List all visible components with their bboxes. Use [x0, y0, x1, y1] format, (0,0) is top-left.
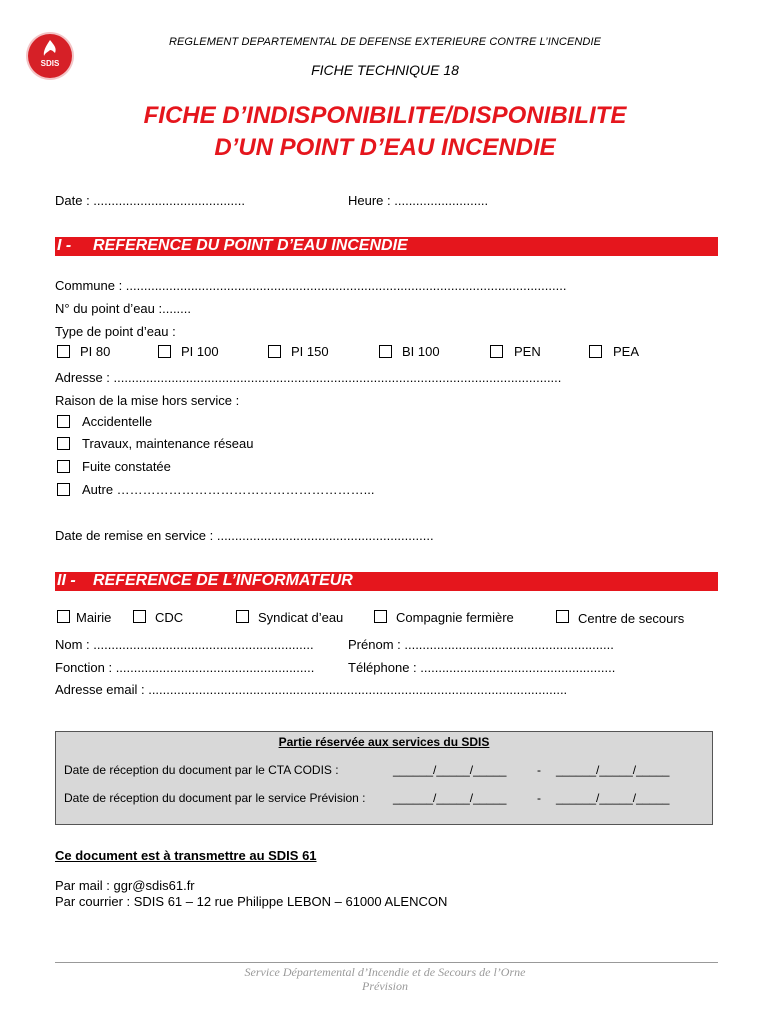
type-label-pi100: PI 100: [181, 344, 219, 359]
reserved-title: Partie réservée aux services du SDIS: [278, 735, 490, 749]
footer-service: Prévision: [362, 979, 408, 993]
date-field[interactable]: Date : ..........................................: [55, 193, 245, 208]
checkbox-syndicat[interactable]: [236, 610, 249, 623]
transmit-mail: Par mail : ggr@sdis61.fr: [55, 878, 195, 893]
reason-travaux: Travaux, maintenance réseau: [82, 436, 254, 451]
section-title: REFERENCE DE L’INFORMATEUR: [93, 572, 353, 589]
section-point-eau-header: [55, 237, 718, 256]
checkbox-fuite[interactable]: [57, 460, 70, 473]
reason-autre-field[interactable]: Autre …………………………………………………...: [82, 482, 375, 497]
firstname-field[interactable]: Prénom : ..........................................................: [348, 637, 614, 652]
section-informateur-header: [55, 572, 718, 591]
transmit-title: Ce document est à transmettre au SDIS 61: [55, 848, 317, 863]
type-label: Type de point d’eau :: [55, 324, 176, 339]
transmit-post: Par courrier : SDIS 61 – 12 rue Philippe LEBON – 61000 ALENCON: [55, 894, 448, 909]
type-label-pea: PEA: [613, 344, 640, 359]
informant-centre-secours: Centre de secours: [578, 611, 685, 626]
commune-field[interactable]: Commune : ..........................................................................................................................: [55, 278, 567, 293]
reception-codis-date1[interactable]: ______/_____/_____: [393, 763, 507, 777]
checkbox-cdc[interactable]: [133, 610, 146, 623]
checkbox-mairie[interactable]: [57, 610, 70, 623]
reason-accidentelle: Accidentelle: [82, 414, 153, 429]
type-label-pi150: PI 150: [291, 344, 329, 359]
checkbox-pi150[interactable]: [268, 345, 281, 358]
point-number-field[interactable]: N° du point d’eau :........: [55, 301, 191, 316]
checkbox-compagnie[interactable]: [374, 610, 387, 623]
reason-label: Raison de la mise hors service :: [55, 393, 240, 408]
page-title-line2: D’UN POINT D’EAU INCENDIE: [214, 134, 556, 161]
checkbox-pi100[interactable]: [158, 345, 171, 358]
reception-codis-date2[interactable]: ______/_____/_____: [556, 763, 670, 777]
reason-fuite: Fuite constatée: [82, 459, 171, 474]
section-title: REFERENCE DU POINT D’EAU INCENDIE: [93, 237, 408, 254]
reception-codis-dash: -: [537, 763, 541, 777]
section-number: II -: [57, 572, 76, 589]
footer-divider: [55, 962, 718, 963]
checkbox-bi100[interactable]: [379, 345, 392, 358]
name-field[interactable]: Nom : .............................................................: [55, 637, 314, 652]
informant-syndicat: Syndicat d’eau: [258, 610, 344, 625]
informant-mairie: Mairie: [76, 610, 112, 625]
footer-organisation: Service Départemental d’Incendie et de Secours de l’Orne: [244, 965, 526, 979]
type-label-bi100: BI 100: [402, 344, 440, 359]
checkbox-pen[interactable]: [490, 345, 503, 358]
reception-prevision-date1[interactable]: ______/_____/_____: [393, 791, 507, 805]
reception-prevision-dash: -: [537, 791, 541, 805]
sdis-reserved-panel: [55, 731, 713, 825]
address-field[interactable]: Adresse : ............................................................................................................................: [55, 370, 562, 385]
return-date-field[interactable]: Date de remise en service : ............................................................: [55, 528, 434, 543]
checkbox-pi80[interactable]: [57, 345, 70, 358]
reception-prevision-label: Date de réception du document par le service Prévision :: [64, 791, 366, 805]
checkbox-centre-secours[interactable]: [556, 610, 569, 623]
function-field[interactable]: Fonction : .......................................................: [55, 660, 315, 675]
checkbox-pea[interactable]: [589, 345, 602, 358]
regulation-header: REGLEMENT DEPARTEMENTAL DE DEFENSE EXTERIEURE CONTRE L’INCENDIE: [168, 36, 602, 48]
informant-cdc: CDC: [155, 610, 184, 625]
logo-text: SDIS: [40, 59, 60, 68]
phone-field[interactable]: Téléphone : ......................................................: [348, 660, 616, 675]
reception-codis-label: Date de réception du document par le CTA CODIS :: [64, 763, 339, 777]
type-label-pi80: PI 80: [80, 344, 111, 359]
checkbox-accidentelle[interactable]: [57, 415, 70, 428]
reception-prevision-date2[interactable]: ______/_____/_____: [556, 791, 670, 805]
informant-compagnie: Compagnie fermière: [396, 610, 514, 625]
section-number: I -: [57, 237, 72, 254]
page-title-line1: FICHE D’INDISPONIBILITE/DISPONIBILITE: [143, 102, 627, 129]
checkbox-autre[interactable]: [57, 483, 70, 496]
type-label-pen: PEN: [514, 344, 541, 359]
sheet-number: FICHE TECHNIQUE 18: [311, 62, 459, 78]
checkbox-travaux[interactable]: [57, 437, 70, 450]
email-field[interactable]: Adresse email : ....................................................................................................................: [55, 682, 568, 697]
time-field[interactable]: Heure : ..........................: [348, 193, 489, 208]
